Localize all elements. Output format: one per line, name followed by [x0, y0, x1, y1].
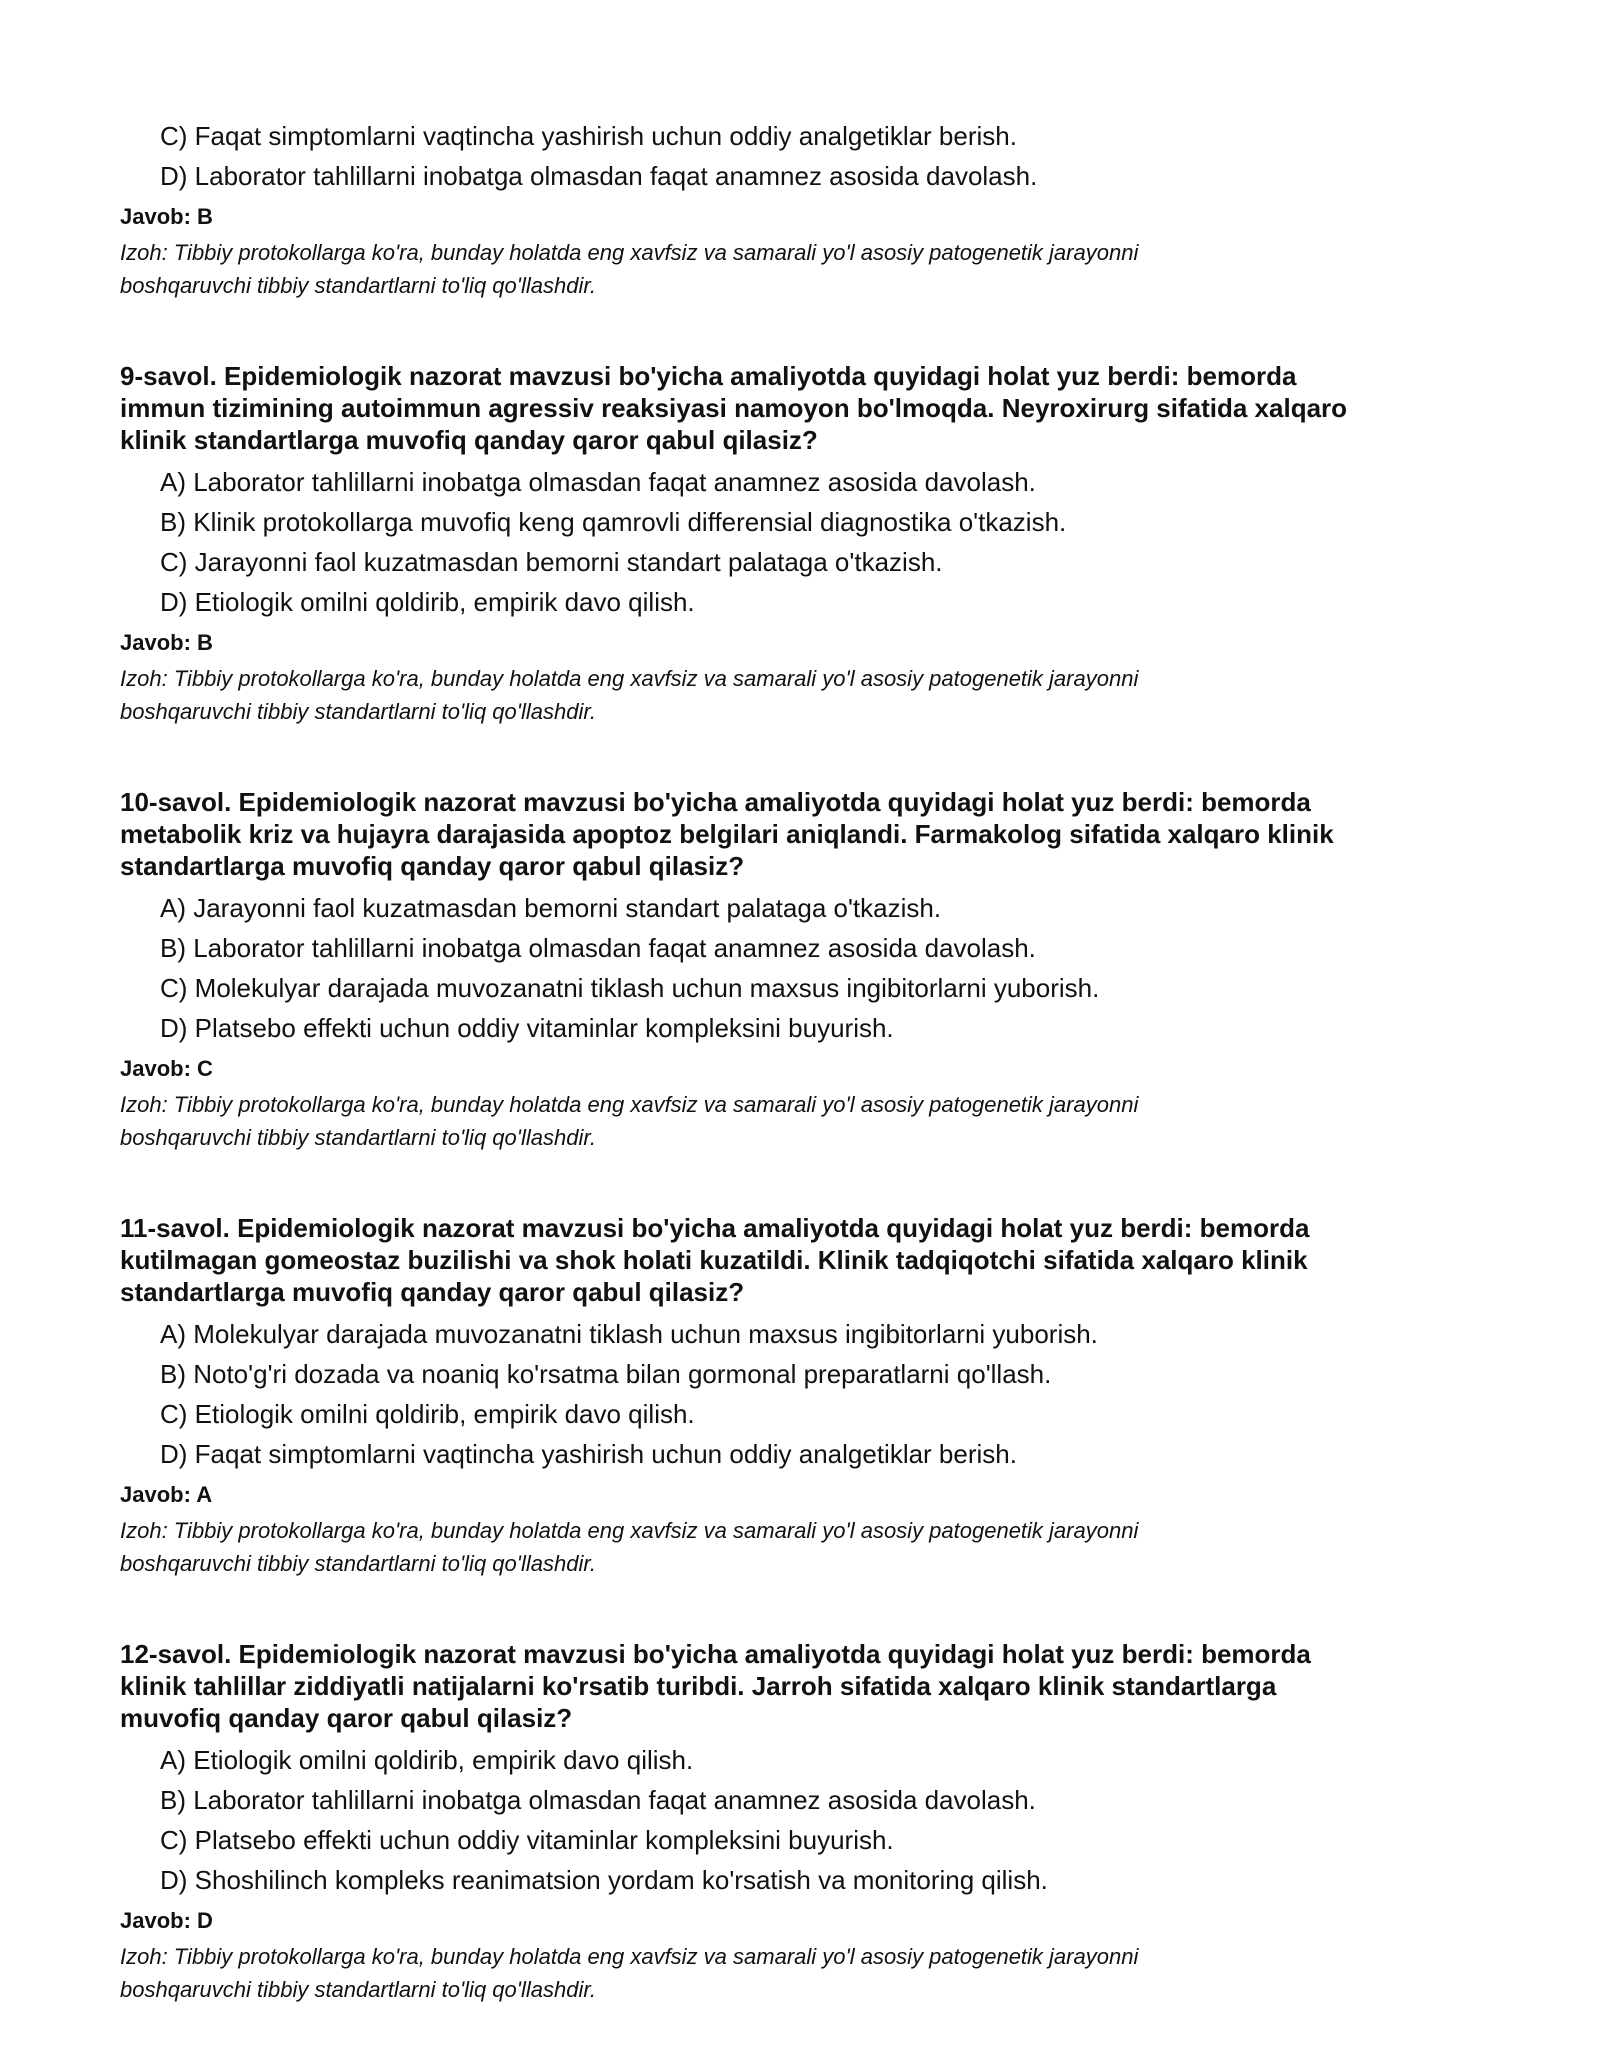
explanation-note — [120, 236, 1500, 302]
option-a: A) Molekulyar darajada muvozanatni tiklash uchun maxsus ingibitorlarni yuborish. — [160, 1319, 1098, 1349]
question-11 — [120, 1212, 1500, 1580]
document-page — [120, 116, 1500, 2006]
option-d: D) Laborator tahlillarni inobatga olmasdan faqat anamnez asosida davolash. — [160, 161, 1038, 191]
answer-label: Javob: B — [120, 204, 213, 229]
explanation-line: boshqaruvchi tibbiy standartlarni to'liq qo'llashdir. — [120, 273, 596, 298]
explanation-line: Izoh: Tibbiy protokollarga ko'ra, bunday holatda eng xavfsiz va samarali yo'l asosiy patogenetik jarayonni — [120, 666, 1139, 691]
option-c: C) Jarayonni faol kuzatmasdan bemorni standart palataga o'tkazish. — [160, 547, 943, 577]
option-d: D) Etiologik omilni qoldirib, empirik davo qilish. — [160, 587, 695, 617]
question-title — [120, 360, 1500, 456]
question-title — [120, 786, 1500, 882]
option-a: A) Laborator tahlillarni inobatga olmasdan faqat anamnez asosida davolash. — [160, 467, 1036, 497]
option-d: D) Platsebo effekti uchun oddiy vitaminlar kompleksini buyurish. — [160, 1013, 894, 1043]
question-title-line: immun tizimining autoimmun agressiv reaksiyasi namoyon bo'lmoqda. Neyroxirurg sifatida xalqaro — [120, 393, 1348, 423]
explanation-line: Izoh: Tibbiy protokollarga ko'ra, bunday holatda eng xavfsiz va samarali yo'l asosiy patogenetik jarayonni — [120, 240, 1139, 265]
question-title-line: muvofiq qanday qaror qabul qilasiz? — [120, 1703, 573, 1733]
question-title-line: 10-savol. Epidemiologik nazorat mavzusi bo'yicha amaliyotda quyidagi holat yuz berdi: bemorda — [120, 787, 1311, 817]
question-title-line: klinik standartlarga muvofiq qanday qaror qabul qilasiz? — [120, 425, 818, 455]
explanation-line: boshqaruvchi tibbiy standartlarni to'liq qo'llashdir. — [120, 699, 596, 724]
question-10 — [120, 786, 1500, 1154]
question-title-line: 11-savol. Epidemiologik nazorat mavzusi bo'yicha amaliyotda quyidagi holat yuz berdi: bemorda — [120, 1213, 1310, 1243]
explanation-line: boshqaruvchi tibbiy standartlarni to'liq qo'llashdir. — [120, 1125, 596, 1150]
explanation-note — [120, 662, 1500, 728]
explanation-line: boshqaruvchi tibbiy standartlarni to'liq qo'llashdir. — [120, 1551, 596, 1576]
option-b: B) Noto'g'ri dozada va noaniq ko'rsatma bilan gormonal preparatlarni qo'llash. — [160, 1359, 1052, 1389]
option-b: B) Klinik protokollarga muvofiq keng qamrovli differensial diagnostika o'tkazish. — [160, 507, 1067, 537]
explanation-note — [120, 1940, 1500, 2006]
option-d: D) Shoshilinch kompleks reanimatsion yordam ko'rsatish va monitoring qilish. — [160, 1865, 1048, 1895]
explanation-line: Izoh: Tibbiy protokollarga ko'ra, bunday holatda eng xavfsiz va samarali yo'l asosiy patogenetik jarayonni — [120, 1518, 1139, 1543]
explanation-note — [120, 1088, 1500, 1154]
option-c: C) Platsebo effekti uchun oddiy vitaminlar kompleksini buyurish. — [160, 1825, 894, 1855]
answer-label: Javob: A — [120, 1482, 213, 1507]
question-title-line: kutilmagan gomeostaz buzilishi va shok holati kuzatildi. Klinik tadqiqotchi sifatida xalqaro klinik — [120, 1245, 1308, 1275]
answer-label: Javob: C — [120, 1056, 213, 1081]
option-c: C) Faqat simptomlarni vaqtincha yashirish uchun oddiy analgetiklar berish. — [160, 121, 1017, 151]
question-title-line: 9-savol. Epidemiologik nazorat mavzusi bo'yicha amaliyotda quyidagi holat yuz berdi: bemorda — [120, 361, 1297, 391]
question-title — [120, 1212, 1500, 1308]
answer-label: Javob: B — [120, 630, 213, 655]
explanation-note — [120, 1514, 1500, 1580]
previous-question-continuation — [120, 116, 1500, 302]
question-title-line: 12-savol. Epidemiologik nazorat mavzusi bo'yicha amaliyotda quyidagi holat yuz berdi: bemorda — [120, 1639, 1311, 1669]
option-c: C) Molekulyar darajada muvozanatni tiklash uchun maxsus ingibitorlarni yuborish. — [160, 973, 1100, 1003]
option-a: A) Jarayonni faol kuzatmasdan bemorni standart palataga o'tkazish. — [160, 893, 942, 923]
question-title-line: standartlarga muvofiq qanday qaror qabul qilasiz? — [120, 851, 745, 881]
option-d: D) Faqat simptomlarni vaqtincha yashirish uchun oddiy analgetiklar berish. — [160, 1439, 1017, 1469]
answer-label: Javob: D — [120, 1908, 213, 1933]
question-9 — [120, 360, 1500, 728]
option-c: C) Etiologik omilni qoldirib, empirik davo qilish. — [160, 1399, 695, 1429]
question-title-line: standartlarga muvofiq qanday qaror qabul qilasiz? — [120, 1277, 745, 1307]
explanation-line: Izoh: Tibbiy protokollarga ko'ra, bunday holatda eng xavfsiz va samarali yo'l asosiy patogenetik jarayonni — [120, 1092, 1139, 1117]
option-b: B) Laborator tahlillarni inobatga olmasdan faqat anamnez asosida davolash. — [160, 933, 1036, 963]
question-title-line: klinik tahlillar ziddiyatli natijalarni ko'rsatib turibdi. Jarroh sifatida xalqaro klinik standartlarga — [120, 1671, 1277, 1701]
option-a: A) Etiologik omilni qoldirib, empirik davo qilish. — [160, 1745, 694, 1775]
explanation-line: Izoh: Tibbiy protokollarga ko'ra, bunday holatda eng xavfsiz va samarali yo'l asosiy patogenetik jarayonni — [120, 1944, 1139, 1969]
question-title-line: metabolik kriz va hujayra darajasida apoptoz belgilari aniqlandi. Farmakolog sifatida xalqaro klinik — [120, 819, 1334, 849]
question-title — [120, 1638, 1500, 1734]
option-b: B) Laborator tahlillarni inobatga olmasdan faqat anamnez asosida davolash. — [160, 1785, 1036, 1815]
explanation-line: boshqaruvchi tibbiy standartlarni to'liq qo'llashdir. — [120, 1977, 596, 2002]
question-12 — [120, 1638, 1500, 2006]
